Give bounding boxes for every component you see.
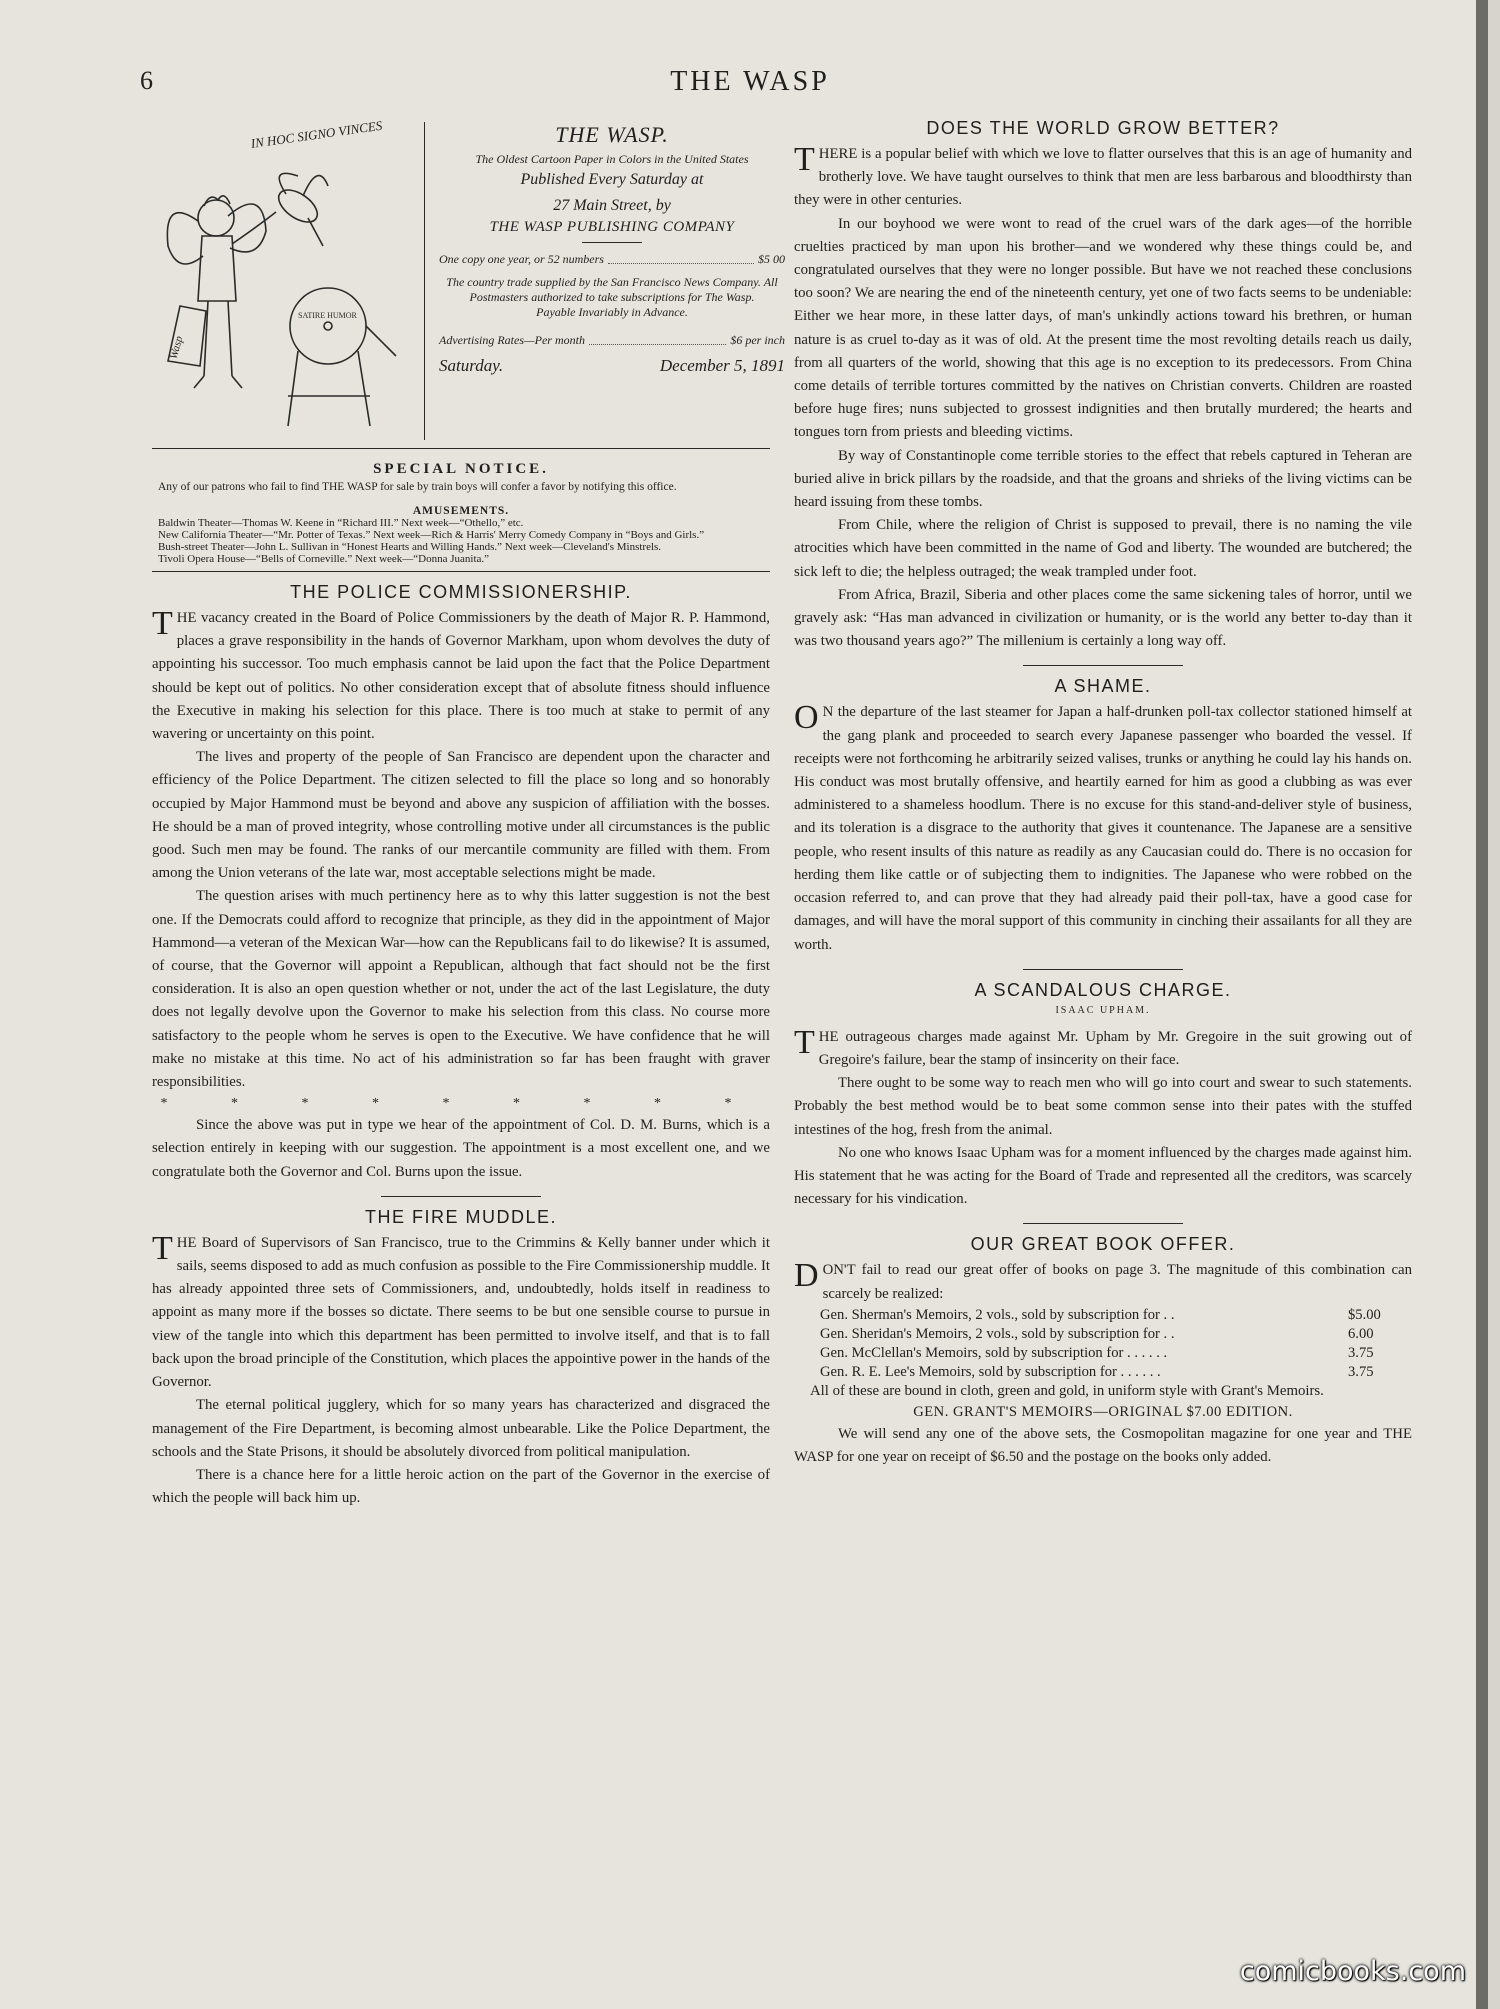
amusement-listing: Tivoli Opera House—“Bells of Corneville.” Next week—“Donna Juanita.” — [158, 553, 490, 565]
country-trade-note: The country trade supplied by the San Francisco News Company. All Postmasters authorized to take subscriptions for The Wasp. — [446, 275, 778, 304]
article-paragraph: DON'T fail to read our great offer of books on page 3. The magnitude of this combination can scarcely be realized: — [794, 1257, 1412, 1302]
article-paragraph: The question arises with much pertinency here as to why this latter suggestion is not the best one. If the Democrats could afford to recognize that principle, as they did in the appointment of Major Hammond—a veteran of the Mexican War—how can the Republicans fail to do likewise? It is assumed, of course, that the Governor will appoint a Republican, although that fact should not be the first consideration. It is also an open question whether or not, under the act of the last Legislature, the duty does not legally devolve upon the Governor to make his selection from this class. No course more satisfactory to the people whom he serves is open to the Executive. We have confidence that he will make no mistake at this time. No act of his administration so far has been fraught with graver responsibilities. — [152, 888, 770, 1091]
fire-article-headline: THE FIRE MUDDLE. — [364, 1206, 557, 1227]
advertising-label: Advertising Rates—Per month — [439, 333, 585, 347]
amusement-listing: New California Theater—“Mr. Potter of Texas.” Next week—Rich & Harris' Merry Comedy Company in “Boys and Girls.” — [158, 529, 705, 541]
amusement-listing: Baldwin Theater—Thomas W. Keene in “Richard III.” Next week—“Othello,” etc. — [158, 517, 524, 529]
article-paragraph: THE outrageous charges made against Mr. Upham by Mr. Gregoire in the suit growing out of Gregoire's failure, bear the stamp of insincerity on their face. — [794, 1023, 1412, 1068]
book-name: Gen. R. E. Lee's Memoirs, sold by subscription for . . . . . . — [820, 1363, 1161, 1380]
article-byline: ISAAC UPHAM. — [1055, 1004, 1151, 1016]
article-paragraph: By way of Constantinople come terrible stories to the effect that rebels captured in Teheran are buried alive in brick pillars by the roadside, and that the groans and shrieks of the living victims can be heard issuing from these tombs. — [794, 447, 1412, 511]
amusements-title: AMUSEMENTS. — [412, 505, 510, 517]
special-notice-text: Any of our patrons who fail to find THE WASP for sale by train boys will confer a favor by notifying this office. — [158, 481, 677, 493]
publisher-box — [152, 117, 785, 449]
police-article-headline: THE POLICE COMMISSIONERSHIP. — [290, 582, 632, 602]
address-line: 27 Main Street, by — [553, 197, 671, 214]
ornament-rule — [582, 242, 642, 243]
dot-leader — [589, 330, 726, 345]
advertising-price: $6 per inch — [730, 333, 785, 347]
page-number: 6 — [140, 66, 153, 95]
published-line: Published Every Saturday at — [520, 171, 704, 188]
advertising-rate — [439, 330, 785, 350]
book-name: Gen. Sherman's Memoirs, 2 vols., sold by subscription for . . — [820, 1306, 1175, 1323]
book-offer-item — [794, 1344, 1412, 1363]
article-paragraph: All of these are bound in cloth, green and gold, in uniform style with Grant's Memoirs. — [810, 1382, 1324, 1399]
book-name: Gen. Sheridan's Memoirs, 2 vols., sold by subscription for . . — [820, 1325, 1175, 1342]
bag-label: Wasp — [167, 334, 186, 361]
shame-article-headline: A SHAME. — [1054, 676, 1152, 697]
article-paragraph: From Africa, Brazil, Siberia and other places come the same sickening tales of horror, until we gravely ask: “Has man advanced in civilization or humanity, or is the world any better to-day than it was two thousand years ago?” The millenium is certainly a long way off. — [794, 586, 1412, 650]
publisher-info — [424, 122, 785, 440]
subscription-label: One copy one year, or 52 numbers — [439, 252, 604, 266]
publication-tagline: The Oldest Cartoon Paper in Colors in the United States — [475, 152, 749, 166]
article-paragraph: From Chile, where the religion of Christ is supposed to prevail, there is no naming the vile atrocities which have been committed in the name of God and liberty. The wounded are butchered; the sick left to die; the helpless outraged; the weak trampled under foot. — [794, 517, 1412, 580]
issue-day: Saturday. — [439, 356, 504, 375]
publication-title: THE WASP. — [555, 122, 669, 147]
article-paragraph: No one who knows Isaac Upham was for a moment influenced by the charges made against him. His statement that he was acting for the Board of Trade and represented all the creditors, was scarcely necessary for his vindication. — [794, 1144, 1412, 1208]
site-watermark: comicbooks.com — [1239, 1956, 1466, 1987]
book-price: 3.75 — [1348, 1344, 1374, 1361]
book-offer-item — [794, 1325, 1412, 1344]
article-paragraph: The eternal political jugglery, which for so many years has characterized and disgraced the management of the Fire Department, is becoming almost unbearable. Like the Police Department, the schools and the State Prisons, it should be absolutely divorced from political manipulation. — [152, 1397, 770, 1460]
section-rule — [1023, 665, 1183, 666]
section-rule — [1023, 1223, 1183, 1224]
payable-note: Payable Invariably in Advance. — [536, 305, 688, 319]
subscription-rate — [439, 249, 785, 269]
right-column — [794, 118, 1412, 1969]
section-rule — [1023, 969, 1183, 970]
section-rule — [381, 1196, 541, 1197]
article-paragraph: The lives and property of the people of San Francisco are dependent upon the character and efficiency of the Police Department. The citizen selected to fill the place so long and so honorably occupied by Major Hammond must be beyond and above any suspicion of affiliation with the bosses. He should be a man of proved integrity, whose controlling motive under all circumstances is the public good. Such men may be found. The ranks of our mercantile community are filled with them. From among the Union veterans of the late war, most acceptable selections might be made. — [152, 749, 770, 882]
article-paragraph: We will send any one of the above sets, the Cosmopolitan magazine for one year and THE WASP for one year on receipt of $6.50 and the postage on the books only added. — [794, 1425, 1412, 1465]
subscription-price: $5 00 — [758, 252, 785, 266]
issue-date-line — [439, 356, 785, 376]
section-rule — [152, 571, 770, 572]
book-offer-item — [794, 1306, 1412, 1325]
article-paragraph: There is a chance here for a little heroic action on the part of the Governor in the exercise of which the people will back him up. — [152, 1466, 770, 1507]
book-price: $5.00 — [1348, 1306, 1381, 1323]
page-edge — [1476, 0, 1488, 2009]
world-article-headline: DOES THE WORLD GROW BETTER? — [926, 118, 1280, 138]
issue-date: December 5, 1891 — [659, 356, 785, 375]
wheel-label: SATIRE HUMOR — [298, 311, 357, 320]
book-price: 6.00 — [1348, 1325, 1374, 1342]
scandal-article-headline: A SCANDALOUS CHARGE. — [974, 979, 1232, 1000]
masthead: THE WASP — [670, 66, 830, 97]
article-paragraph: THE vacancy created in the Board of Police Commissioners by the death of Major R. P. Hammond, places a grave responsibility in the hands of Governor Markham, upon whom devolves the duty of appointing his successor. Too much emphasis cannot be laid upon the fact that the Police Department should be kept out of politics. No other consideration except that of absolute fitness should influence the Executive in making his selection for this place. There is too much at stake to permit of any wavering or uncertainty on this point. — [152, 605, 770, 743]
asterisk-divider: * * * * * * * * * — [160, 1096, 762, 1112]
article-paragraph: THE Board of Supervisors of San Francisco, true to the Crimmins & Kelly banner under which it sails, seems disposed to add as much confusion as possible to the Fire Commissionership muddle. It has already appointed three sets of Commissioners, and, undoubtedly, holds itself in readiness to appoint as many more if the bosses so dictate. There seems to be but one sensible course to pursue in view of the tangle into which this department has been permitted to involve itself, and that is to fall back upon the broad principle of the Constitution, which places the appointive power in the hands of the Governor. — [152, 1229, 770, 1391]
dot-leader — [608, 249, 754, 264]
article-paragraph: There ought to be some way to reach men who will go into court and swear to such statements. Probably the best method would be to beat some common sense into their pates with the stuffed intestines of the hog, fresh from the animal. — [794, 1075, 1412, 1138]
cartoon-motto: IN HOC SIGNO VINCES — [249, 117, 384, 152]
special-notice-title: SPECIAL NOTICE. — [373, 461, 549, 477]
company-name: THE WASP PUBLISHING COMPANY — [489, 219, 735, 235]
article-paragraph: Since the above was put in type we hear of the appointment of Col. D. M. Burns, which is a selection entirely in keeping with our suggestion. The appointment is a most excellent one, and we congratulate both the Governor and Col. Burns upon the issue. — [152, 1117, 770, 1180]
wasp-boy-illustration — [158, 126, 416, 431]
article-paragraph: ON the departure of the last steamer for Japan a half-drunken poll-tax collector stationed himself at the gang plank and proceeded to search every Japanese passenger who boarded the vessel. If receipts were not forthcoming he arbitrarily seized valises, trunks or anything he could lay his hands on. His conduct was most brutally offensive, and heartily earned for him as good a clubbing as was ever administered to a shameless hoodlum. There is no excuse for this stand-and-deliver style of business, and its toleration is a disgrace to the authority that gives it countenance. The Japanese are a sensitive people, who resent insults of this nature as readily as any Caucasian could do. There is no occasion for herding them like cattle or of subjecting them to indignities. The Japanese who were robbed on the occasion referred to, and can prove that they had already paid their poll-tax, have a good case for damages, and will have the moral support of this community in cinching their assailants for all they are worth. — [794, 699, 1412, 953]
article-paragraph: In our boyhood we were wont to read of the cruel wars of the dark ages—of the horrible cruelties practiced by man upon his brother—and we wondered why these things could be, and congratulated ourselves that they were no longer possible. But have we not reached these conclusions too soon? We are nearing the end of the nineteenth century, yet one of two facts seems to be undeniable: Either we hear more, in these latter days, of man's unkindly actions toward his brethren, or human nature is as cruel to-day as it was of old. At the present time the most revolting details reach us daily, from all quarters of the world, showing that this age is no exception to its predecessors. From China come details of terrible tortures committed by the natives on Christian converts. Children are roasted before huge fires; nuns subjected to grossest indignities and then brutally murdered; the hearts and tongues torn from priests and bleeding victims. — [794, 215, 1412, 441]
article-paragraph: THERE is a popular belief with which we love to flatter ourselves that this is an age of humanity and brotherly love. We have taught ourselves to think that men are less barbarous and bloodthirsty than they were in other centuries. — [794, 141, 1412, 209]
book-price: 3.75 — [1348, 1363, 1374, 1380]
book-offer-headline: OUR GREAT BOOK OFFER. — [970, 1234, 1236, 1255]
book-name: Gen. McClellan's Memoirs, sold by subscription for . . . . . . — [820, 1344, 1168, 1361]
grant-memoirs-line: GEN. GRANT'S MEMOIRS—ORIGINAL $7.00 EDITION. — [913, 1403, 1293, 1420]
book-offer-item — [794, 1363, 1412, 1382]
left-column — [152, 117, 785, 1969]
amusement-listing: Bush-street Theater—John L. Sullivan in “Honest Hearts and Willing Hands.” Next week—Cleveland's Minstrels. — [158, 541, 662, 553]
